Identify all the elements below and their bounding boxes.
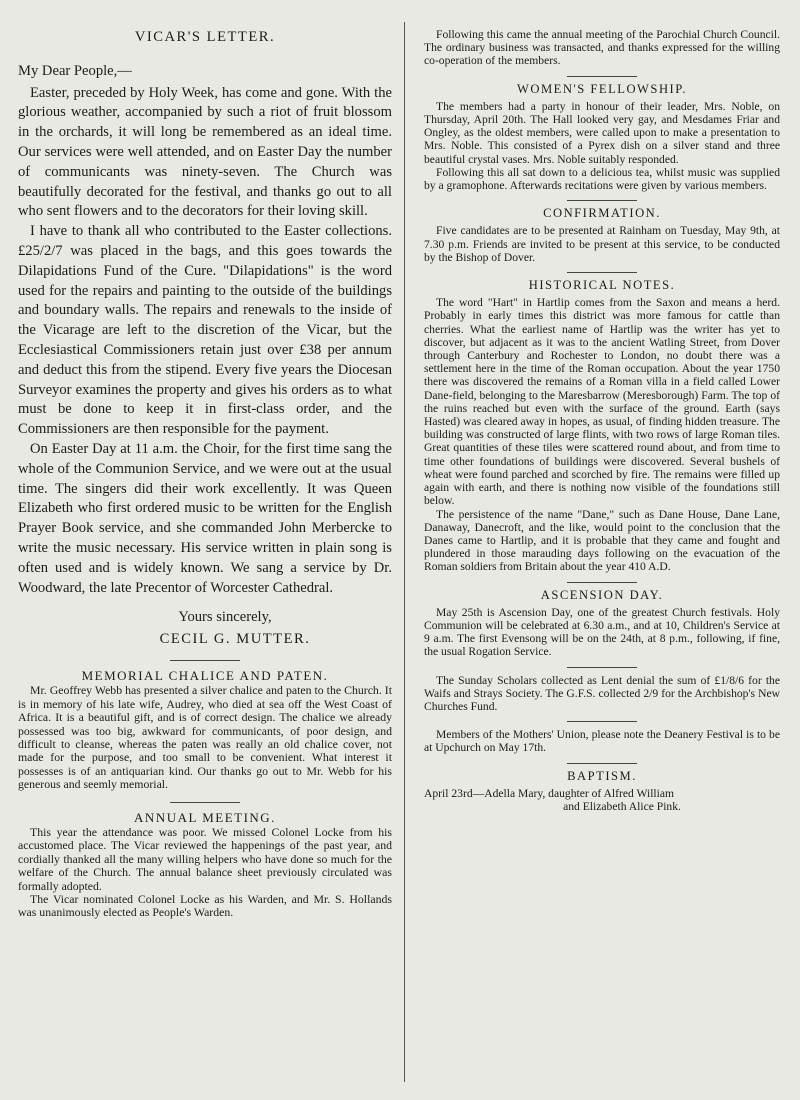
- sign-off: Yours sincerely,: [178, 609, 272, 626]
- womens-fellowship-heading: WOMEN'S FELLOWSHIP.: [516, 81, 687, 96]
- section-rule: [170, 802, 240, 803]
- vicar-letter-heading: VICAR'S LETTER.: [134, 29, 276, 45]
- section-rule: [567, 582, 637, 583]
- section-rule: [567, 721, 637, 722]
- section-rule: [567, 272, 637, 273]
- baptism-heading: BAPTISM.: [567, 768, 637, 783]
- historical-notes-heading: HISTORICAL NOTES.: [528, 278, 676, 293]
- fellowship-paragraph: The members had a party in honour of their leader, Mrs. Noble, on Thursday, April 20th. The Hall looked very gay, and Mesdames Friar and Ongley, as the oldest members, were called upon to make a presentation to Mrs. Noble. This consisted of a Pyrex dish on a silver stand and three beautiful crystal vases. Mrs. Noble suitably responded.: [424, 99, 780, 166]
- vicar-letter: [18, 28, 392, 650]
- historical-paragraph: The word "Hart" in Hartlip comes from the Saxon and means a herd. Probably in early times this district was more famous for cattle than cherries. What the earliest name of Hartlip was the writer has yet to discover, but adjacent as it was to the ancient Watling Street, from Dover through Canterbury and Rochester to London, no doubt there was a settlement here in the time of the Roman occupation. About the year 1750 there was discovered the remains of a Roman villa in a field called Lower Dane-field, belonging to the Maresbarrow (Meresborough) Farm. The top of the ruins reached but even with the surface of the ground. Earth (says Hasted) was cleared away in hopes, as usual, of finding hidden treasure. The building was constructed of large flints, with two rows of large Roman tiles. Great quantities of these tiles were scattered round about, and from time to time other foundations of buildings were discovered. Several bushels of wheat were found parched and scorched by fire. The remains were filled up again with earth, and there is nothing now visible of the foundations still below.: [424, 296, 780, 508]
- section-rule: [170, 660, 240, 661]
- fellowship-paragraph: Following this all sat down to a delicious tea, whilst music was supplied by a gramophone. Afterwards recitations were given by various members.: [424, 165, 780, 193]
- ascension-section: [424, 589, 780, 659]
- confirmation-heading: CONFIRMATION.: [543, 206, 661, 221]
- historical-paragraph: The persistence of the name "Dane," such as Dane House, Dane Lane, Danaway, Danecroft, and the like, would point to the conclusion that the Danes came to Hartlip, and it is probable that they came and fought and plundered in those marauding days following on the evacuation of the Roman soldiers from Britain about the year 410 A.D.: [424, 507, 780, 574]
- right-column: [406, 28, 784, 1100]
- annual-meeting-paragraph: The Vicar nominated Colonel Locke as his Warden, and Mr. S. Hollands was unanimously elected as People's Warden.: [18, 892, 392, 920]
- letter-paragraph: I have to thank all who contributed to the Easter collections. £25/2/7 was placed in the bags, and this goes towards the Dilapidations Fund of the Cure. "Dilapidations" is the word used for the repairs and painting to the outside of the buildings and boundary walls. The repairs and renewals to the inside of the Vicarage are left to the discretion of the Vicar, but the Ecclesiastical Commissioners retain just over £38 per annum and deduct this from the stipend. Every five years the Diocesan Surveyor examines the property and gives his orders as to what must be done to keep it in first-class order, and the Commissioners are then responsible for the payment.: [18, 223, 392, 438]
- confirmation-text: Five candidates are to be presented at Rainham on Tuesday, May 9th, at 7.30 p.m. Friends are invited to be present at this service, to be conducted by the Bishop of Dover.: [424, 224, 780, 264]
- letter-paragraph: On Easter Day at 11 a.m. the Choir, for the first time sang the whole of the Communion Service, and we were out at the usual time. The singers did their work excellently. It was Queen Elizabeth who first ordered music to be written for the English Prayer Book service, and she commanded John Merbercke to write the music necessary. His service written in plain song is often used and is widely known. We sang a service by Dr. Woodward, the late Precentor of Worcester Cathedral.: [18, 440, 392, 596]
- mothers-union-section: [424, 728, 780, 754]
- left-column: [14, 28, 406, 1100]
- memorial-heading: MEMORIAL CHALICE AND PATEN.: [81, 667, 329, 683]
- baptism-line-1: April 23rd—Adella Mary, daughter of Alfred William: [424, 786, 675, 800]
- annual-meeting-paragraph: This year the attendance was poor. We missed Colonel Locke from his accustomed place. The Vicar reviewed the happenings of the past year, and cordially thanked all the many willing helpers who have done so much for the welfare of the Church. The annual balance sheet previously circulated was formally adopted.: [18, 824, 392, 893]
- column-divider: [404, 22, 405, 1082]
- annual-meeting-heading: ANNUAL MEETING.: [134, 809, 276, 825]
- mothers-union-text: Members of the Mothers' Union, please note the Deanery Festival is to be at Upchurch on May 17th.: [424, 728, 780, 755]
- baptism-section: [424, 770, 780, 814]
- salutation: My Dear People,—: [18, 62, 132, 79]
- ascension-text: May 25th is Ascension Day, one of the greatest Church festivals. Holy Communion will be celebrated at 6.30 a.m., and at 10, Children's Service at 9 a.m. The first Evensong will be on the 24th, at 8 p.m., following, if fine, the usual Rogation Service.: [424, 605, 780, 659]
- ascension-heading: ASCENSION DAY.: [540, 587, 664, 602]
- womens-fellowship-section: [424, 83, 780, 193]
- signature: CECIL G. MUTTER.: [159, 631, 311, 648]
- memorial-text: Mr. Geoffrey Webb has presented a silver chalice and paten to the Church. It is in memory of his late wife, Audrey, who died at sea off the West Coast of Africa. It is a beautiful gift, and is of correct design. The chalice we already possessed was too big, awkward for communicants, of poor design, and difficult to cleanse, whereas the paten was really an old chalice cover, not made for the purpose, and too small to be convenient. What interest it possesses is of an antiquarian kind. Our thanks go out to Mr. Webb for his generous and seemly memorial.: [18, 683, 392, 792]
- historical-notes-section: [424, 279, 780, 573]
- annual-meeting-continued: Following this came the annual meeting of the Parochial Church Council. The ordinary business was transacted, and thanks expressed for the willing co-operation of the members.: [424, 28, 780, 68]
- confirmation-section: [424, 207, 780, 264]
- baptism-line-2: and Elizabeth Alice Pink.: [563, 799, 681, 813]
- sunday-scholars-section: [424, 674, 780, 714]
- section-rule: [567, 667, 637, 668]
- sunday-scholars-text: The Sunday Scholars collected as Lent denial the sum of £1/8/6 for the Waifs and Strays Society. The G.F.S. collected 2/9 for the Archbishop's New Churches Fund.: [424, 673, 780, 713]
- letter-paragraph: Easter, preceded by Holy Week, has come and gone. With the glorious weather, accompanied by such a riot of fruit blossom in the orchards, it will long be remembered as an ideal time. Our services were well attended, and on Easter Day the number of communicants was ninety-seven. The Church was beautifully decorated for the festival, and thanks go out to all who sent flowers and to the decorators for their loving skill.: [18, 84, 392, 220]
- section-rule: [567, 76, 637, 77]
- section-rule: [567, 200, 637, 201]
- memorial-section: [18, 669, 392, 792]
- section-rule: [567, 763, 637, 764]
- annual-meeting-section: [18, 811, 392, 920]
